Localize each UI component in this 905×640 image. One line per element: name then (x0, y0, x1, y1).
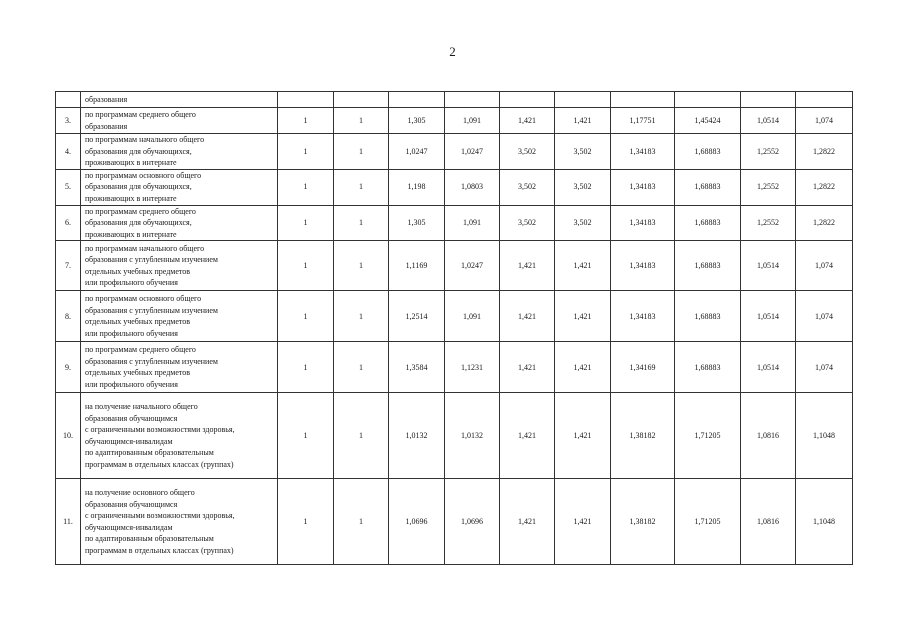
value-cell: 1,34183 (611, 291, 675, 342)
value-cell: 1,34183 (611, 241, 675, 291)
value-cell: 1 (334, 479, 389, 565)
value-cell: 1,1231 (445, 342, 500, 393)
value-cell: 1,0816 (741, 479, 796, 565)
value-cell: 1 (334, 205, 389, 241)
row-description-cell: на получение начального общего образования обучающимся с ограниченными возможностями здоровья, обучающимся-инвалидам по адаптированным образовательным программам в отдельных классах (группах) (81, 393, 278, 479)
value-cell: 1,34183 (611, 169, 675, 205)
table-cell (555, 92, 611, 108)
value-cell: 1,0514 (741, 291, 796, 342)
value-cell: 1 (334, 393, 389, 479)
table-cell (389, 92, 445, 108)
value-cell: 1,3584 (389, 342, 445, 393)
row-number-cell: 3. (56, 108, 81, 134)
table-row (56, 205, 853, 241)
value-cell: 1,34183 (611, 134, 675, 170)
value-cell: 1,2552 (741, 169, 796, 205)
value-cell: 1,421 (500, 291, 555, 342)
table-cell (500, 92, 555, 108)
value-cell: 1,0247 (445, 134, 500, 170)
table-cell (445, 92, 500, 108)
table-cell (741, 92, 796, 108)
value-cell: 3,502 (500, 169, 555, 205)
table-row (56, 108, 853, 134)
value-cell: 1,421 (555, 479, 611, 565)
table-row (56, 479, 853, 565)
value-cell: 1,0514 (741, 241, 796, 291)
value-cell: 1 (278, 205, 334, 241)
value-cell: 1,68883 (675, 241, 741, 291)
value-cell: 1,0132 (389, 393, 445, 479)
table-row (56, 169, 853, 205)
value-cell: 1 (334, 342, 389, 393)
value-cell: 1 (334, 169, 389, 205)
value-cell: 1 (278, 393, 334, 479)
value-cell: 1 (278, 169, 334, 205)
value-cell: 1,45424 (675, 108, 741, 134)
table-cell (611, 92, 675, 108)
value-cell: 1,074 (796, 241, 853, 291)
value-cell: 1,34169 (611, 342, 675, 393)
row-number-cell: 6. (56, 205, 81, 241)
value-cell: 1,421 (500, 342, 555, 393)
row-number-cell: 4. (56, 134, 81, 170)
value-cell: 3,502 (555, 134, 611, 170)
row-description-cell: по программам начального общего образования с углубленным изучением отдельных учебных предметов или профильного обучения (81, 241, 278, 291)
value-cell: 1 (278, 108, 334, 134)
row-description-cell: по программам среднего общего образования для обучающихся, проживающих в интернате (81, 205, 278, 241)
value-cell: 1,091 (445, 291, 500, 342)
row-description-cell: по программам среднего общего образования с углубленным изучением отдельных учебных предметов или профильного обучения (81, 342, 278, 393)
value-cell: 1,091 (445, 205, 500, 241)
value-cell: 1,421 (500, 479, 555, 565)
value-cell: 1,0132 (445, 393, 500, 479)
value-cell: 1,0696 (445, 479, 500, 565)
table-cell (796, 92, 853, 108)
value-cell: 1,2822 (796, 169, 853, 205)
value-cell: 1,0514 (741, 342, 796, 393)
value-cell: 3,502 (555, 205, 611, 241)
row-number-cell: 10. (56, 393, 81, 479)
value-cell: 1,2552 (741, 205, 796, 241)
page-number: 2 (449, 44, 456, 59)
value-cell: 1,305 (389, 108, 445, 134)
value-cell: 1,074 (796, 108, 853, 134)
value-cell: 3,502 (500, 205, 555, 241)
value-cell: 1,2822 (796, 205, 853, 241)
value-cell: 1 (278, 479, 334, 565)
value-cell: 1,68883 (675, 134, 741, 170)
table-body (56, 92, 853, 565)
table-cell (334, 92, 389, 108)
value-cell: 1 (278, 134, 334, 170)
value-cell: 1,1048 (796, 479, 853, 565)
table-row (56, 241, 853, 291)
value-cell: 1,421 (555, 108, 611, 134)
row-number-cell: 5. (56, 169, 81, 205)
row-description-cell: образования (81, 92, 278, 108)
row-description-cell: по программам основного общего образования для обучающихся, проживающих в интернате (81, 169, 278, 205)
value-cell: 1,421 (500, 108, 555, 134)
value-cell: 1,38182 (611, 479, 675, 565)
value-cell: 1 (334, 134, 389, 170)
value-cell: 1,305 (389, 205, 445, 241)
value-cell: 1,68883 (675, 342, 741, 393)
value-cell: 1,68883 (675, 205, 741, 241)
value-cell: 1 (334, 108, 389, 134)
value-cell: 1,38182 (611, 393, 675, 479)
value-cell: 1,421 (555, 241, 611, 291)
value-cell: 1,0696 (389, 479, 445, 565)
row-description-cell: по программам основного общего образования с углубленным изучением отдельных учебных предметов или профильного обучения (81, 291, 278, 342)
value-cell: 1,1048 (796, 393, 853, 479)
value-cell: 1,17751 (611, 108, 675, 134)
coefficients-table (55, 91, 853, 565)
value-cell: 1,074 (796, 291, 853, 342)
value-cell: 1,68883 (675, 169, 741, 205)
table-row (56, 291, 853, 342)
value-cell: 1,2514 (389, 291, 445, 342)
value-cell: 1,198 (389, 169, 445, 205)
table-row-continuation (56, 92, 853, 108)
value-cell: 3,502 (500, 134, 555, 170)
table-row (56, 393, 853, 479)
value-cell: 1,421 (500, 241, 555, 291)
value-cell: 1,421 (555, 393, 611, 479)
table-cell (675, 92, 741, 108)
value-cell: 1,0816 (741, 393, 796, 479)
row-number-cell: 7. (56, 241, 81, 291)
row-number-cell: 11. (56, 479, 81, 565)
value-cell: 1,0514 (741, 108, 796, 134)
value-cell: 1,1169 (389, 241, 445, 291)
value-cell: 1,34183 (611, 205, 675, 241)
row-number-cell: 8. (56, 291, 81, 342)
value-cell: 1,68883 (675, 291, 741, 342)
value-cell: 1,421 (500, 393, 555, 479)
value-cell: 1 (334, 241, 389, 291)
table-row (56, 342, 853, 393)
value-cell: 1,71205 (675, 479, 741, 565)
row-description-cell: по программам начального общего образования для обучающихся, проживающих в интернате (81, 134, 278, 170)
value-cell: 1,0247 (389, 134, 445, 170)
value-cell: 1,421 (555, 342, 611, 393)
row-description-cell: на получение основного общего образования обучающимся с ограниченными возможностями здоровья, обучающимся-инвалидам по адаптированным образовательным программам в отдельных классах (группах) (81, 479, 278, 565)
row-number-cell (56, 92, 81, 108)
value-cell: 1,0247 (445, 241, 500, 291)
value-cell: 1,71205 (675, 393, 741, 479)
value-cell: 1 (334, 291, 389, 342)
value-cell: 1,421 (555, 291, 611, 342)
value-cell: 1,2552 (741, 134, 796, 170)
value-cell: 1,074 (796, 342, 853, 393)
table-cell (278, 92, 334, 108)
row-number-cell: 9. (56, 342, 81, 393)
value-cell: 1 (278, 342, 334, 393)
value-cell: 1 (278, 291, 334, 342)
value-cell: 1 (278, 241, 334, 291)
value-cell: 1,2822 (796, 134, 853, 170)
value-cell: 1,0803 (445, 169, 500, 205)
table-row (56, 134, 853, 170)
row-description-cell: по программам среднего общего образования (81, 108, 278, 134)
value-cell: 3,502 (555, 169, 611, 205)
value-cell: 1,091 (445, 108, 500, 134)
